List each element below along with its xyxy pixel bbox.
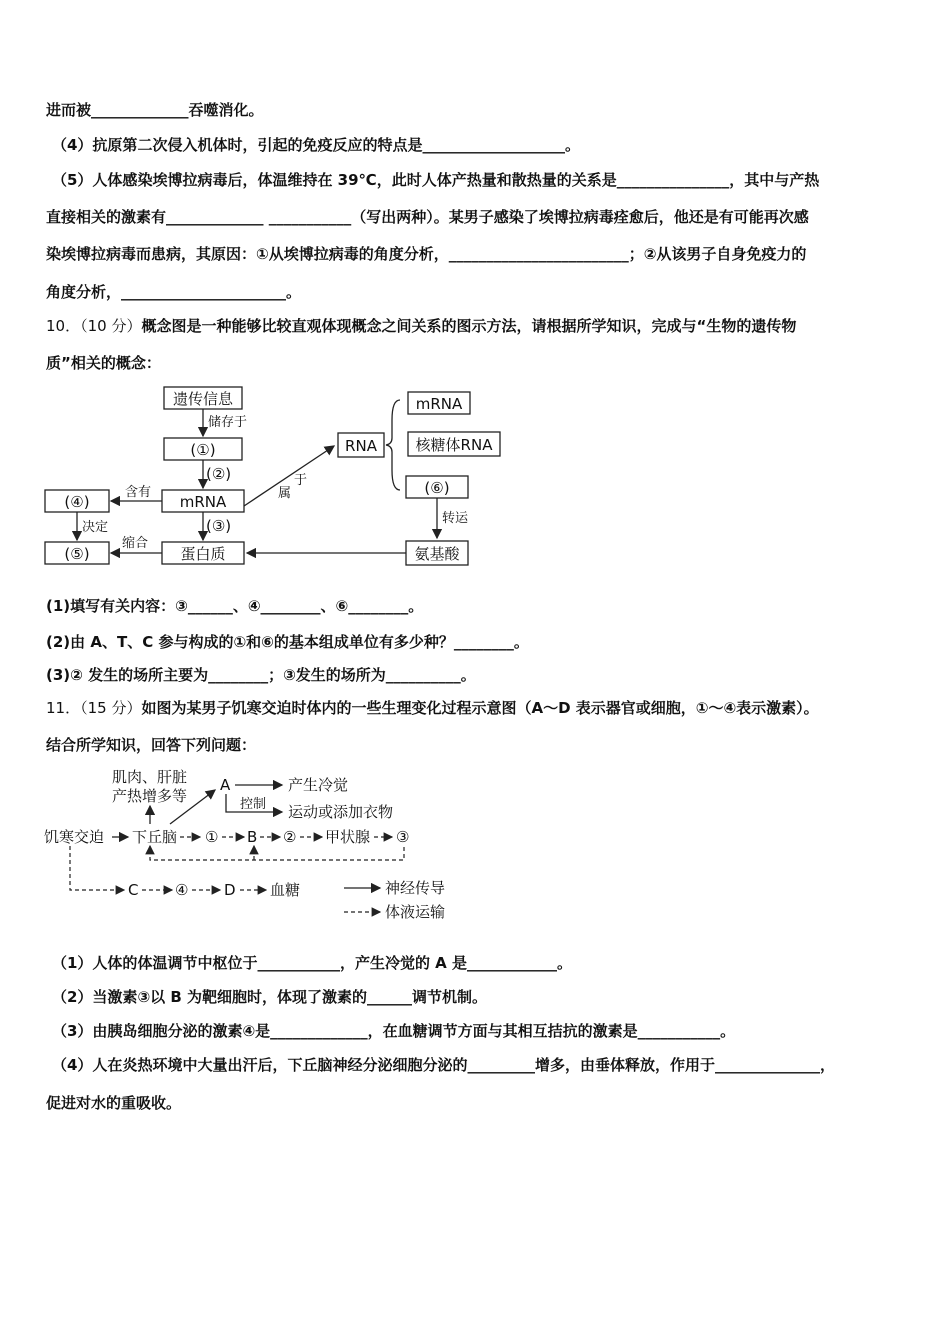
question-9-4: （4）抗原第二次侵入机体时，引起的免疫反应的特点是___________________。 [52,136,580,154]
text-line: 染埃博拉病毒而患病，其原因：①从埃博拉病毒的角度分析，________________________；②从该男子自身免疫力的 [46,245,807,263]
arrow-label: 于 [294,473,308,488]
legend-label: 体液运输 [385,903,446,921]
box-label: 蛋白质 [180,545,226,563]
concept-map-diagram [40,380,510,575]
legend-label: 神经传导 [385,879,446,897]
label: 肌肉、肝脏 [112,768,188,786]
label-a: A [220,776,231,794]
box-label: mRNA [179,493,227,511]
label: ③ [396,828,410,846]
process-diagram [40,762,460,927]
text-line: 进而被_____________吞噬消化。 [46,101,264,119]
arrow-label: 储存于 [208,415,248,430]
box-label: 遗传信息 [172,390,234,408]
question-11-2: （2）当激素③以 B 为靶细胞时，体现了激素的______调节机制。 [52,988,488,1006]
question-11-3: （3）由胰岛细胞分泌的激素④是_____________，在血糖调节方面与其相互拮抗的激素是___________。 [52,1022,736,1040]
question-number: 10．（10 分） [46,317,142,335]
box-label: (⑥) [424,479,450,497]
arrow-label: (②) [206,465,232,483]
arrow-label: 缩合 [122,536,149,551]
arrow-label: 转运 [442,511,469,526]
text-line: 促进对水的重吸收。 [46,1094,182,1112]
label: 产生冷觉 [288,776,349,794]
label: 甲状腺 [325,828,371,846]
label: 控制 [240,797,267,812]
question-11-1: （1）人体的体温调节中枢位于___________，产生冷觉的 A 是____________。 [52,954,572,972]
feedback-arrow [150,846,404,860]
label: 运动或添加衣物 [288,803,394,821]
arrow-label: 属 [278,486,292,501]
brace [386,400,400,490]
text-line: 质”相关的概念： [46,354,161,372]
question-10-stem [46,316,910,336]
question-10-3: (3)② 发生的场所主要为________；③发生的场所为__________。 [46,666,476,684]
question-text: 概念图是一种能够比较直观体现概念之间关系的图示方法，请根据所学知识，完成与“生物的遗传物 [141,317,797,335]
label: 饥寒交迫 [44,828,105,846]
text-line: 角度分析，______________________。 [46,283,302,301]
arrow [70,846,124,890]
question-11-stem [46,698,910,718]
arrow-label: 决定 [82,520,109,535]
box-label: 氨基酸 [414,545,460,563]
label: ④ [175,881,189,899]
label: 产热增多等 [112,787,188,805]
text-line: 直接相关的激素有_____________ ___________（写出两种）。某男子感染了埃博拉病毒痊愈后，他还是有可能再次感 [46,208,809,226]
label-d: D [224,881,236,899]
label-c: C [128,881,139,899]
label-b: B [247,828,258,846]
arrow-label: (③) [206,517,232,535]
box-label: 核糖体RNA [415,436,493,454]
question-10-2: (2)由 A、T、C 参与构成的①和⑥的基本组成单位有多少种？________。 [46,633,529,651]
label: 下丘脑 [132,828,178,846]
box-label: (④) [64,493,90,511]
box-label: (⑤) [64,545,90,563]
text-line: 结合所学知识，回答下列问题： [46,736,257,754]
question-number: 11．（15 分） [46,699,142,717]
arrow-label: 含有 [125,485,152,500]
question-9-5: （5）人体感染埃博拉病毒后，体温维持在 39℃，此时人体产热量和散热量的关系是_______________，其中与产热 [52,171,820,189]
label: 血糖 [270,881,301,899]
question-text: 如图为某男子饥寒交迫时体内的一些生理变化过程示意图（A～D 表示器官或细胞，①～④表示激素）。 [141,699,819,717]
question-11-4: （4）人在炎热环境中大量出汗后，下丘脑神经分泌细胞分泌的_________增多，由垂体释放，作用于______________， [52,1056,835,1074]
box-label: RNA [345,437,377,455]
box-label: mRNA [415,395,463,413]
question-10-1: (1)填写有关内容：③______、④________、⑥________。 [46,597,424,615]
label: ② [283,828,297,846]
label: ① [205,828,219,846]
box-label: (①) [190,441,216,459]
